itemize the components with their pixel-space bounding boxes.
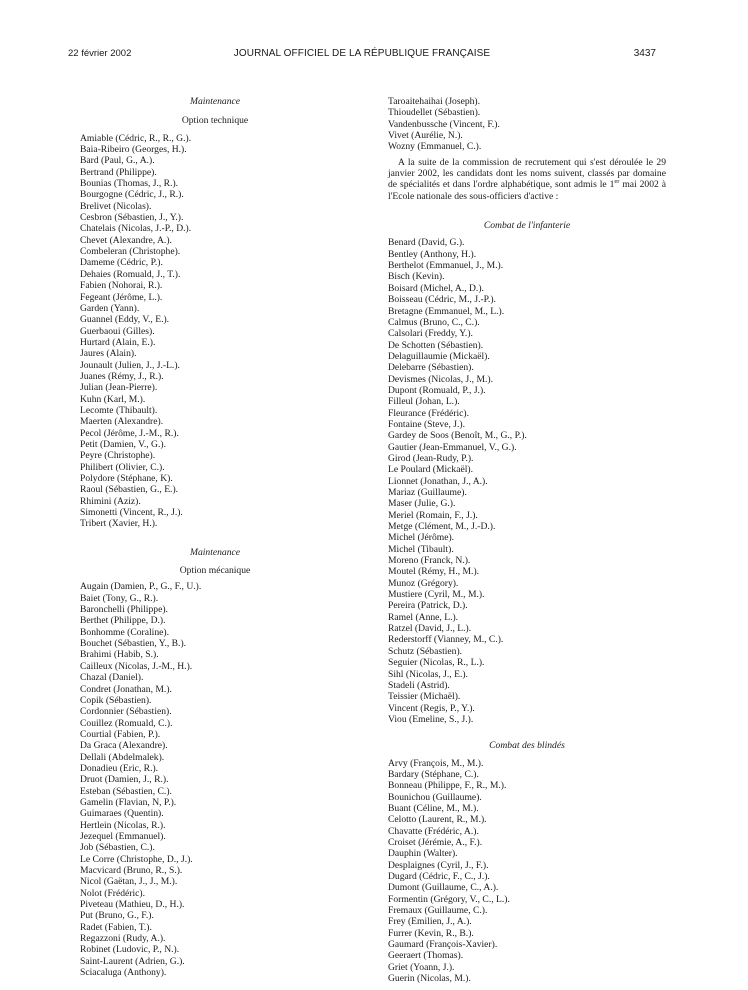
list-item: Ramel (Anne, L.). [388,611,459,623]
list-item: Griet (Yoann, J.). [388,961,455,973]
list-item: Dupont (Romuald, P., J.). [388,384,486,396]
list-item: Pecol (Jérôme, J.-M., R.). [80,427,179,439]
list-item: Esteban (Sébastien, C.). [80,785,172,797]
list-item: Rhimini (Aziz). [80,495,141,507]
list-item: Arvy (François, M., M.). [388,757,484,769]
list-item: Moutel (Rémy, H., M.). [388,566,480,578]
list-item: Lionnet (Jonathan, J., A.). [388,475,488,487]
list-item: Baiet (Tony, G., R.). [80,592,159,604]
list-item: Bentley (Anthony, H.). [388,248,477,260]
list-item: Gamelin (Flavian, N, P.). [80,796,177,808]
list-item: Delaguillaumie (Mickaël). [388,350,490,362]
list-item: Piveteau (Mathieu, D., H.). [80,899,185,911]
list-item: Jezequel (Emmanuel). [80,830,166,842]
list-item: Jounault (Julien, J., J.-L.). [80,359,180,371]
recruitment-paragraph [388,157,666,202]
list-item: Fleurance (Frédéric). [388,407,469,419]
list-item: Bardary (Stéphane, C.). [388,768,479,780]
section-title-maintenance-mecanique: Maintenance [189,546,241,558]
list-item: Benard (David, G.). [388,237,465,249]
list-item: Cordonnier (Sébastien). [80,706,172,718]
list-item: Cesbron (Sébastien, J., Y.). [80,212,184,224]
list-item: Brelivet (Nicolas). [80,200,152,212]
list-item: Gautier (Jean-Emmanuel, V., G.). [388,441,517,453]
list-item: Courtial (Fabien, P.). [80,728,161,740]
list-item: Buant (Céline, M., M.). [388,802,479,814]
list-item: Donadieu (Eric, R.). [80,762,159,774]
page-header [68,48,656,64]
list-item: Lecomte (Thibault). [80,404,158,416]
list-item: Calsolari (Freddy, Y.). [388,328,473,340]
list-item: Fegeant (Jérôme, L.). [80,291,163,303]
list-item: Girod (Jean-Rudy, P.). [388,452,474,464]
section-title-combat-blindes: Combat des blindés [489,740,565,752]
list-item: Viou (Emeline, S., J.). [388,713,474,725]
list-item: Regazzoni (Rudy, A.). [80,933,166,945]
list-item: Rederstorff (Vianney, M., C.). [388,634,504,646]
list-item: Gaumard (François-Xavier). [388,939,498,951]
list-item: Formentin (Grégory, V., C., L.). [388,893,510,905]
list-item: Simonetti (Vincent, R., J.). [80,507,183,519]
list-item: Bonneau (Philippe, F., R., M.). [388,780,507,792]
list-item: Chazal (Daniel). [80,672,144,684]
list-item: Dameme (Cédric, P.). [80,257,163,269]
list-item: Croiset (Jérémie, A., F.). [388,836,483,848]
list-item: Filleul (Johan, L.). [388,396,460,408]
name-list-combat-infanterie [388,237,666,725]
list-item: Devismes (Nicolas, J., M.). [388,373,493,385]
list-item: Sciacaluga (Anthony). [80,967,167,979]
page-number: 3437 [633,48,656,59]
list-item: Petit (Damien, V., G.). [80,438,166,450]
list-item: Nicol (Gaëtan, J., J., M.). [80,876,178,888]
list-item: Gardey de Soos (Benoît, M., G., P.). [388,430,527,442]
list-item: Put (Bruno, G., F.). [80,910,154,922]
list-item: Michel (Jérôme). [388,532,455,544]
list-item: Baronchelli (Philippe). [80,604,168,616]
list-item: Vincent (Regis, P., Y.). [388,702,475,714]
list-item: Fremaux (Guillaume, C.). [388,905,488,917]
list-item: Maser (Julie, G.). [388,498,456,510]
list-item: Vivet (Aurélie, N.). [388,130,463,142]
list-item: Raoul (Sébastien, G., E.). [80,484,179,496]
list-item: Ratzel (David, J., L.). [388,623,472,635]
list-item: Amiable (Cédric, R., R., G.). [80,132,192,144]
list-item: Munoz (Grégory). [388,577,459,589]
list-item: Julian (Jean-Pierre). [80,382,158,394]
list-item: Le Corre (Christophe, D., J.). [80,853,193,865]
list-item: Peyre (Christophe). [80,450,156,462]
list-item: Meriel (Romain, F., J.). [388,509,478,521]
list-item: Berthet (Philippe, D.). [80,615,166,627]
list-item: Juanes (Rémy, J., R.). [80,370,164,382]
list-item: Berthelot (Emmanuel, J., M.). [388,260,504,272]
list-item: Polydore (Stéphane, K). [80,473,173,484]
list-item: Geeraert (Thomas). [388,950,464,962]
list-item: Taroaitehaihai (Joseph). [388,96,481,107]
list-item: Dugard (Cédric, F., C., J.). [388,871,490,882]
list-item: Nolot (Frédéric). [80,887,146,899]
list-item: Bouchet (Sébastien, Y., B.). [80,638,187,650]
list-item: Hurtard (Alain, E.). [80,336,156,348]
header-date: 22 février 2002 [68,48,132,59]
list-item: De Schotten (Sébastien). [388,339,484,351]
list-item: Dellali (Abdelmalek). [80,751,165,763]
list-item: Desplaignes (Cyril, J., F.). [388,859,489,871]
paragraph-ordinal-suffix: er [614,178,620,186]
list-item: Calmus (Bruno, C., C.). [388,316,480,328]
list-item: Chatelais (Nicolas, J.-P., D.). [80,223,192,235]
paragraph-text-start: A la suite de la commission de recrutement qui s'est déroulée le 29 janvier 2002, les candidats dont les noms suivent, classés par domaine de spécialités et dans l'ordre alphabétique, sont admis le 1 [388,156,666,191]
list-item: Pereira (Patrick, D.). [388,600,468,612]
section-title-combat-infanterie: Combat de l'infanterie [483,220,571,232]
name-list-combat-blindes [388,758,666,985]
list-item: Le Poulard (Mickaël). [388,464,473,476]
list-item: Dehaies (Romuald, J., T.). [80,268,181,280]
section-subtitle-option-mecanique: Option mécanique [179,565,251,577]
list-item: Bard (Paul, G., A.). [80,155,155,167]
list-item: Tribert (Xavier, H.). [80,518,158,530]
list-item: Macvicard (Bruno, R., S.). [80,865,183,876]
list-item: Guerin (Nicolas, M.). [388,973,471,985]
list-item: Baia-Ribeiro (Georges, H.). [80,144,187,156]
list-item: Kuhn (Karl, M.). [80,393,146,405]
journal-title: JOURNAL OFFICIEL DE LA RÉPUBLIQUE FRANÇAISE [233,48,491,59]
section-subtitle-option-technique: Option technique [181,115,249,127]
list-item: Seguier (Nicolas, R., L.). [388,657,485,669]
list-item: Boisseau (Cédric, M., J.-P.). [388,294,496,306]
list-item: Saint-Laurent (Adrien, G.). [80,955,185,967]
paragraph-text-end: mai 2002 à l'Ecole nationale des sous-officiers d'active : [388,179,666,202]
list-item: Furrer (Kevin, R., B.). [388,927,474,939]
list-item: Teissier (Michaël). [388,691,461,703]
list-item: Guimaraes (Quentin). [80,808,164,820]
list-item: Couillez (Romuald, C.). [80,717,173,729]
list-item: Stadeli (Astrid). [388,679,450,691]
list-item: Combeleran (Christophe). [80,246,181,258]
list-item: Augain (Damien, P., G., F., U.). [80,581,202,593]
list-item: Delebarre (Sébastien). [388,362,474,374]
name-list-option-mecanique [80,581,350,978]
list-item: Philibert (Olivier, C.). [80,461,165,473]
name-list-continued [388,96,666,153]
list-item: Bretagne (Emmanuel, M., L.). [388,305,505,317]
list-item: Copik (Sébastien). [80,694,152,706]
list-item: Schutz (Sébastien). [388,645,463,657]
list-item: Guannel (Eddy, V., E.). [80,314,170,326]
list-item: Wozny (Emmanuel, C.). [388,141,482,153]
list-item: Sihl (Nicolas, J., E.). [388,668,468,680]
list-item: Brahimi (Habib, S.). [80,649,159,661]
section-title-maintenance-technique: Maintenance [189,96,241,107]
list-item: Chevet (Alexandre, A.). [80,234,172,246]
list-item: Bourgogne (Cédric, J., R.). [80,189,184,201]
right-column [388,96,666,984]
list-item: Boisard (Michel, A., D.). [388,282,484,294]
name-list-option-technique [80,133,350,530]
list-item: Radet (Fabien, T.). [80,921,152,933]
list-item: Metge (Clément, M., J.-D.). [388,521,496,533]
list-item: Mariaz (Guillaume). [388,487,467,498]
list-item: Frey (Emilien, J., A.). [388,916,472,928]
list-item: Dumont (Guillaume, C., A.). [388,882,499,894]
list-item: Bonhomme (Coraline). [80,626,169,638]
list-item: Thioudellet (Sébastien). [388,107,481,119]
list-item: Vandenbussche (Vincent, F.). [388,118,500,130]
list-item: Mustiere (Cyril, M., M.). [388,589,485,601]
list-item: Moreno (Franck, N.). [388,555,471,567]
list-item: Michel (Tibault). [388,543,454,555]
list-item: Garden (Yann). [80,302,140,314]
list-item: Jaures (Alain). [80,348,137,360]
list-item: Chavatte (Frédéric, A.). [388,825,479,837]
list-item: Druot (Damien, J., R.). [80,774,169,786]
list-item: Da Graca (Alexandre). [80,740,168,752]
list-item: Bertrand (Philippe). [80,166,157,178]
list-item: Fabien (Nohorai, R.). [80,280,163,292]
list-item: Celotto (Laurent, R., M.). [388,814,487,826]
list-item: Dauphin (Walter). [388,848,458,860]
list-item: Bounias (Thomas, J., R.). [80,178,179,190]
list-item: Condret (Jonathan, M.). [80,683,172,695]
list-item: Maerten (Alexandre). [80,416,164,428]
list-item: Fontaine (Steve, J.). [388,418,466,430]
left-column [80,96,350,978]
list-item: Robinet (Ludovic, P., N.). [80,944,180,956]
list-item: Bisch (Kevin). [388,271,445,283]
list-item: Hertlein (Nicolas, R.). [80,819,166,831]
list-item: Guerbaoui (Gilles). [80,325,155,337]
list-item: Cailleux (Nicolas, J.-M., H.). [80,660,193,672]
list-item: Job (Sébastien, C.). [80,842,155,854]
list-item: Bounichou (Guillaume). [388,791,482,803]
